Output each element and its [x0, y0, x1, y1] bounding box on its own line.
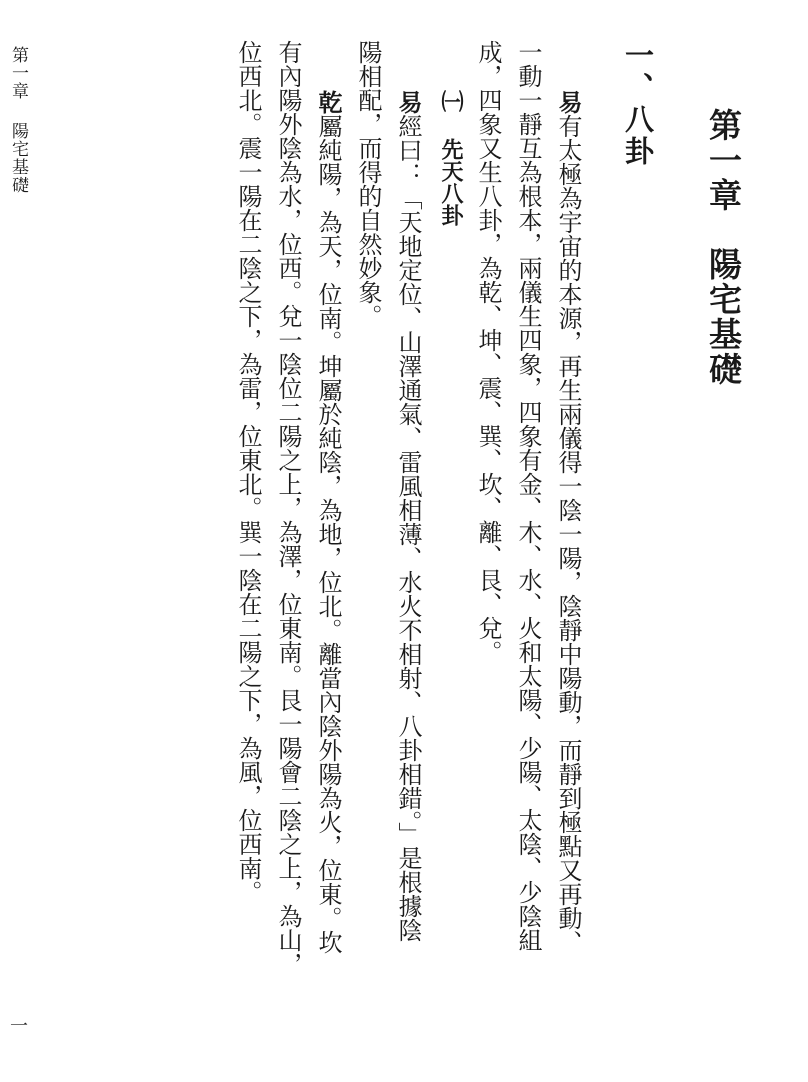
paragraph-lead-char: 乾 — [314, 90, 343, 114]
paragraph-text: 成，四象又生八卦，為乾、坤、震、巽、坎、離、艮、兌。 — [474, 40, 502, 664]
paragraph-1-line-1 — [554, 90, 583, 954]
paragraph-lead-char: 易 — [394, 90, 423, 114]
paragraph-1-line-3 — [476, 40, 500, 664]
subsection-title: ㈠ 先天八卦 — [438, 90, 464, 226]
paragraph-3-line-2 — [276, 40, 300, 976]
paragraph-lead-char: 易 — [554, 90, 583, 114]
chapter-number: 第一章 — [704, 108, 743, 213]
page-number: 一 — [10, 1016, 28, 1037]
paragraph-text: 一動一靜互為根本，兩儀生四象，四象有金、木、水、火和太陽、少陽、太陰、少陰組 — [514, 40, 542, 952]
paragraph-text: 有太極為宇宙的本源，再生兩儀得一陰一陽，陰靜中陽動，而靜到極點又再動、 — [554, 114, 582, 954]
paragraph-text: 經曰：「天地定位、山澤通氣、雷風相薄、水火不相射、八卦相錯。」是根據陰 — [394, 114, 422, 942]
chapter-title — [700, 108, 747, 387]
running-header-title: 陽宅基礎 — [8, 122, 28, 194]
paragraph-text: 陽相配，而得的自然妙象。 — [354, 40, 382, 328]
paragraph-3-line-1 — [314, 90, 343, 954]
paragraph-text: 屬純陽，為天，位南。坤屬於純陰，為地，位北。離當內陰外陽為火，位東。坎 — [314, 114, 342, 954]
running-header — [6, 46, 31, 194]
paragraph-text: 有內陽外陰為水，位西。兌一陰位二陽之上，為澤，位東南。艮一陽會二陰之上，為山， — [274, 40, 302, 976]
paragraph-2-line-1 — [394, 90, 423, 942]
running-header-chapter: 第一章 — [8, 46, 28, 100]
paragraph-text: 位西北。震一陽在二陰之下，為雷，位東北。巽一陰在二陽之下，為風，位西南。 — [234, 40, 262, 904]
chapter-name: 陽宅基礎 — [704, 247, 743, 387]
paragraph-3-line-3 — [236, 40, 260, 904]
paragraph-2-line-2 — [356, 40, 380, 328]
paragraph-1-line-2 — [516, 40, 540, 952]
section-title: 一、八卦 — [621, 40, 655, 168]
